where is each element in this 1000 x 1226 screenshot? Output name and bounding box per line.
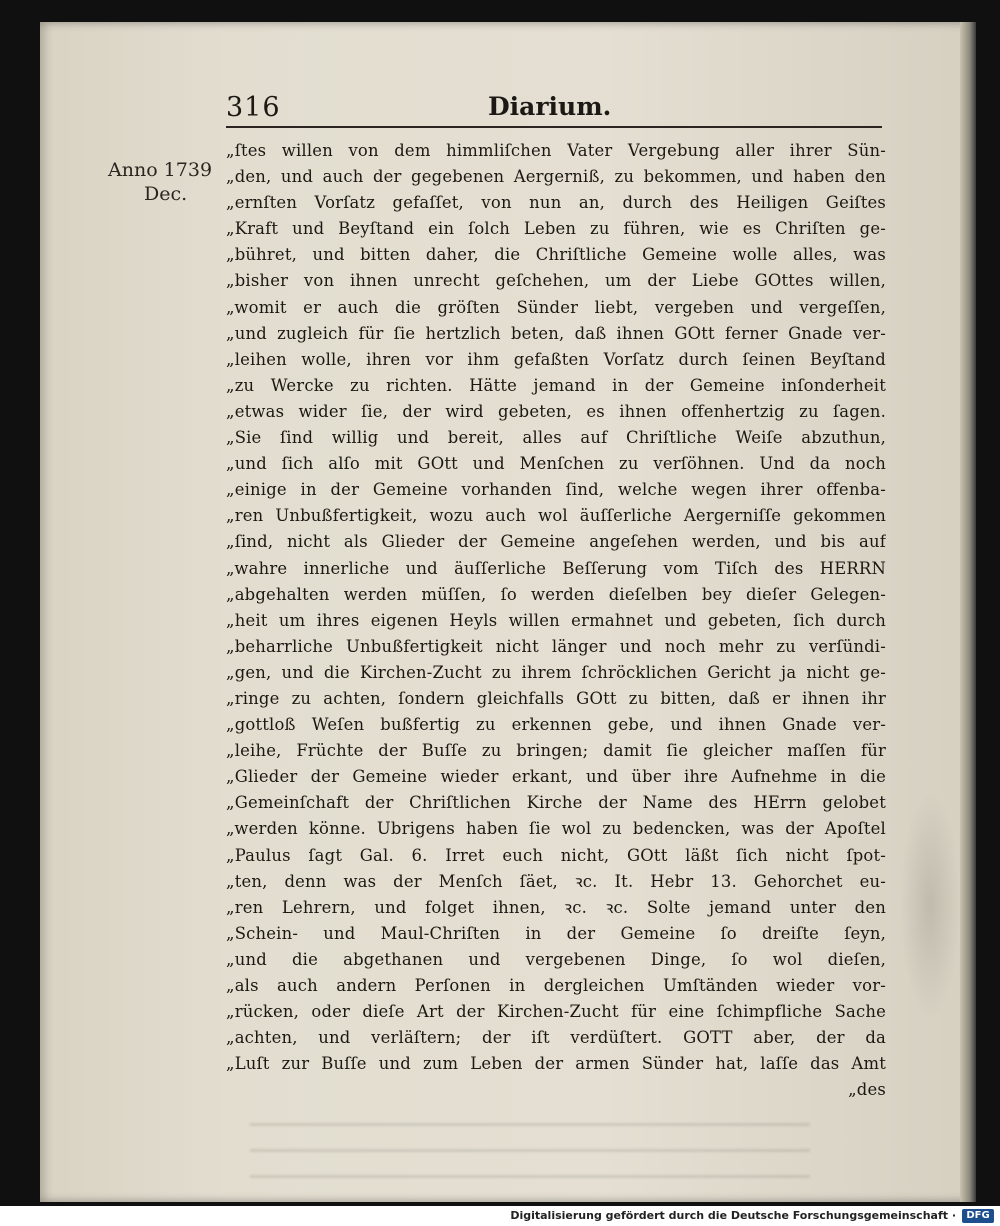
text-line: „den, und auch der gegebenen Aergerniß, zu bekommen, und haben den — [226, 167, 886, 187]
page-header — [226, 92, 882, 128]
text-line: „als auch andern Perſonen in dergleichen Umſtänden wieder vor- — [226, 976, 886, 995]
body-text — [226, 138, 886, 1103]
text-line: „werden könne. Ubrigens haben ſie wol zu bedencken, was der Apoſtel — [226, 819, 886, 839]
footer-bar — [0, 1206, 1000, 1226]
bleed-through-margin — [900, 790, 960, 1020]
text-line: „einige in der Gemeine vorhanden ſind, welche wegen ihrer offenba- — [226, 480, 886, 500]
text-line: „ren Lehrern, und folget ihnen, ꝛc. ꝛc. Solte jemand unter den — [226, 897, 886, 917]
text-line: „gen, und die Kirchen-Zucht zu ihrem ſchröcklichen Gericht ja nicht ge- — [226, 662, 886, 682]
text-line: „abgehalten werden müſſen, ſo werden dieſelben bey dieſer Gelegen- — [226, 584, 886, 604]
bleed-through-text — [250, 1108, 810, 1178]
text-line: „womit er auch die gröſten Sünder liebt, vergeben und vergeſſen, — [226, 297, 886, 317]
running-head: Diarium. — [488, 92, 612, 121]
page-edge — [960, 22, 976, 1202]
text-line: „und ſich alſo mit GOtt und Menſchen zu verſöhnen. Und da noch — [226, 454, 886, 474]
text-line: „und zugleich für ſie hertzlich beten, daß ihnen GOtt ferner Gnade ver- — [226, 323, 886, 343]
text-line: „Paulus ſagt Gal. 6. Irret euch nicht, GOtt läßt ſich nicht ſpot- — [226, 845, 886, 865]
text-line: „und die abgethanen und vergebenen Dinge, ſo wol dieſen, — [226, 949, 886, 969]
text-line: „zu Wercke zu richten. Hätte jemand in der Gemeine inſonderheit — [226, 375, 886, 395]
text-line: „Sie ſind willig und bereit, alles auf Chriſtliche Weiſe abzuthun, — [226, 428, 886, 448]
text-line: „ſtes willen von dem himmliſchen Vater Vergebung aller ihrer Sün- — [226, 141, 886, 160]
text-line: „Gemeinſchaft der Chriſtlichen Kirche der Name des HErrn gelobet — [226, 793, 886, 813]
text-line: „bisher von ihnen unrecht geſchehen, um der Liebe GOttes willen, — [226, 271, 886, 291]
text-line: „ſind, nicht als Glieder der Gemeine angeſehen werden, und bis auf — [226, 532, 886, 552]
text-line: „gottloß Weſen bußfertig zu erkennen gebe, und ihnen Gnade ver- — [226, 715, 886, 735]
text-line: „bühret, und bitten daher, die Chriſtliche Gemeine wolle alles, was — [226, 245, 886, 265]
text-line: „beharrliche Unbußfertigkeit nicht länger und noch mehr zu verſündi- — [226, 636, 886, 656]
page-number: 316 — [226, 92, 281, 123]
text-line: „des — [848, 1080, 886, 1100]
text-line: „ten, denn was der Menſch ſäet, ꝛc. It. Hebr 13. Gehorchet eu- — [226, 871, 886, 891]
text-line: „Schein- und Maul-Chriſten in der Gemeine ſo dreiſte ſeyn, — [226, 923, 886, 943]
text-line: „achten, und verläſtern; der iſt verdüſtert. GOTT aber, der da — [226, 1028, 886, 1048]
text-line: „Glieder der Gemeine wieder erkant, und über ihre Aufnehme in die — [226, 767, 886, 787]
text-line: „Luſt zur Buſſe und zum Leben der armen Sünder hat, laſſe das Amt — [226, 1054, 886, 1074]
text-line: „rücken, oder dieſe Art der Kirchen-Zucht für eine ſchimpfliche Sache — [226, 1002, 886, 1022]
text-line: „leihen wolle, ihren vor ihm gefaßten Vorſatz durch ſeinen Beyſtand — [226, 349, 886, 369]
text-line: „ernſten Vorſatz gefaſſet, von nun an, durch des Heiligen Geiſtes — [226, 193, 886, 213]
text-line: „leihe, Früchte der Buſſe zu bringen; damit ſie gleicher maſſen für — [226, 741, 886, 761]
text-line: „ringe zu achten, ſondern gleichfalls GOtt zu bitten, daß er ihnen ihr — [226, 688, 886, 708]
margin-note-year: Anno 1739 — [108, 159, 213, 181]
text-line: „heit um ihres eigenen Heyls willen ermahnet und gebeten, ſich durch — [226, 610, 886, 630]
margin-note-month: Dec. — [144, 183, 188, 205]
text-line: „etwas wider ſie, der wird gebeten, es ihnen offenhertzig zu ſagen. — [226, 401, 886, 421]
footer-credit: Digitalisierung gefördert durch die Deutsche Forschungsgemeinschaft · — [510, 1209, 956, 1222]
text-line: „wahre innerliche und äuſſerliche Beſſerung vom Tiſch des HERRN — [226, 558, 886, 578]
dfg-logo-icon: DFG — [962, 1209, 994, 1223]
text-line: „Kraft und Beyſtand ein ſolch Leben zu führen, wie es Chriſten ge- — [226, 219, 886, 239]
text-line: „ren Unbußfertigkeit, wozu auch wol äuſſerliche Aergerniſſe gekommen — [226, 506, 886, 526]
